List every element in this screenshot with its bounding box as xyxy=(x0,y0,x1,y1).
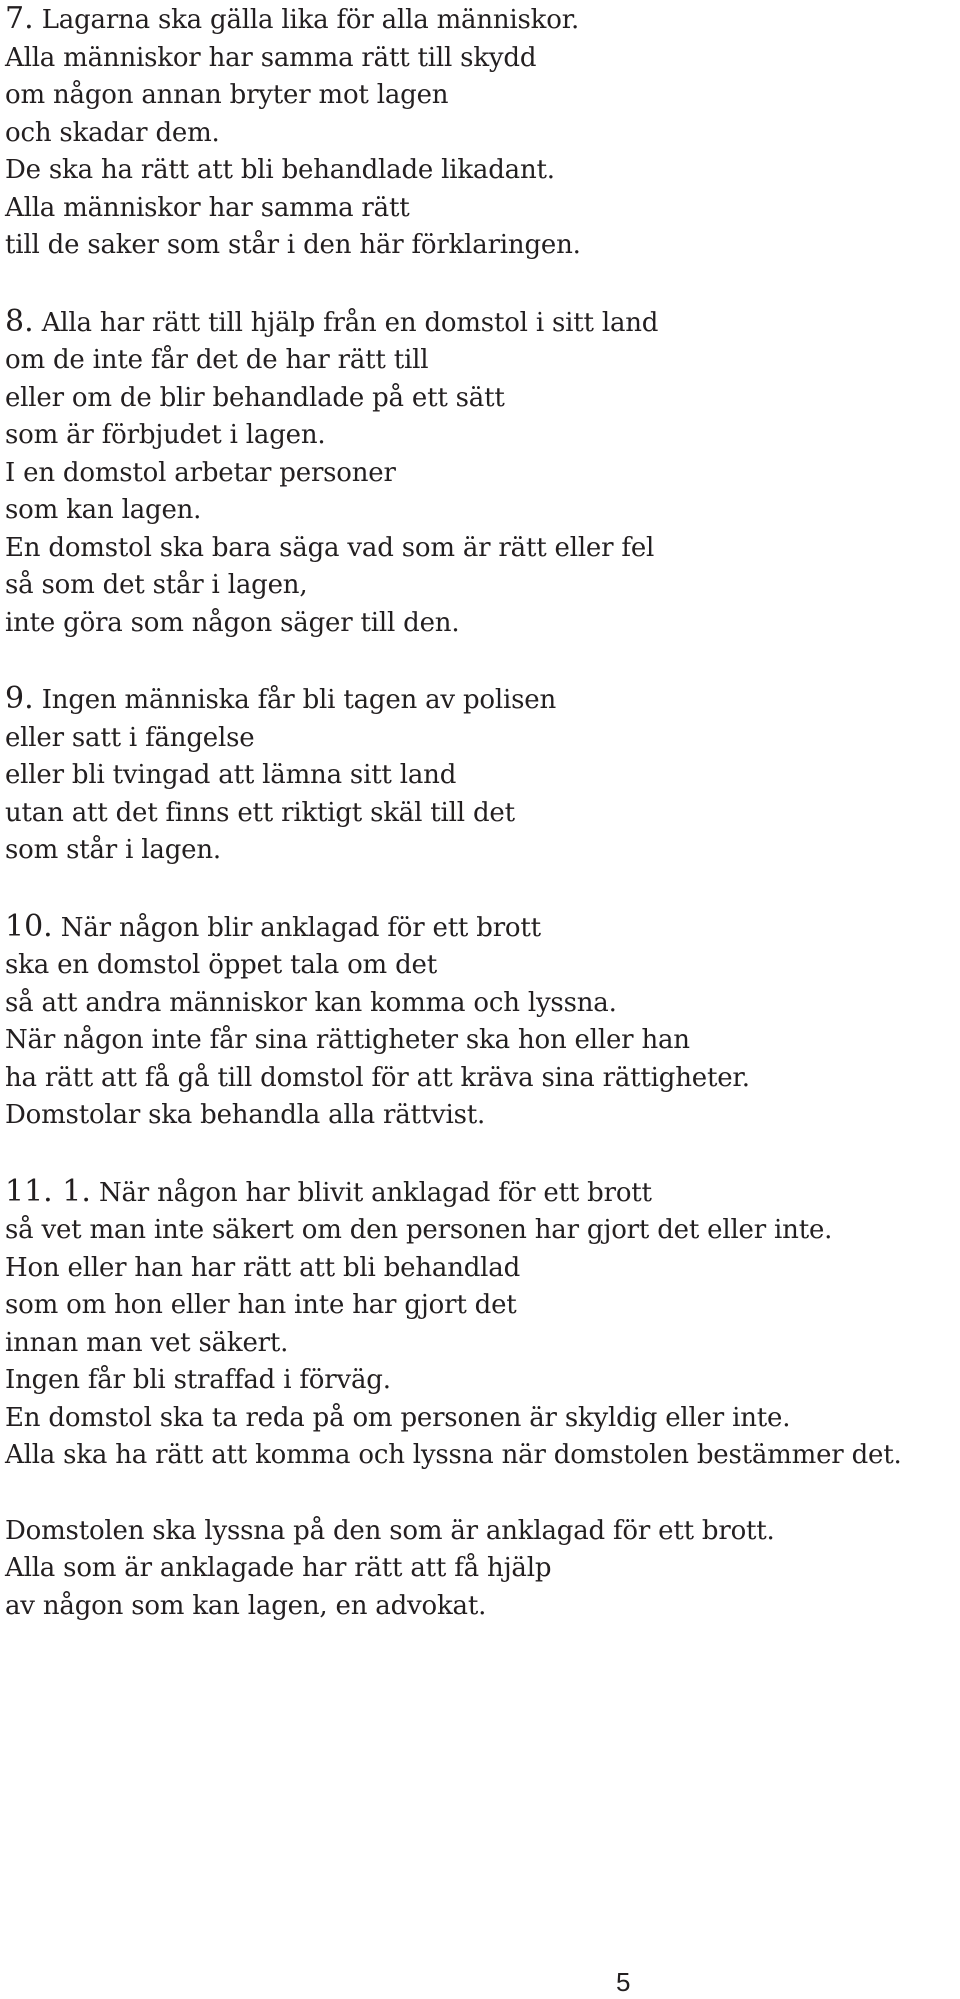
article-line: ha rätt att få gå till domstol för att kräva sina rättigheter. xyxy=(5,1062,750,1093)
document-body xyxy=(5,0,955,1663)
article-line: Alla människor har samma rätt till skydd xyxy=(5,42,537,73)
article-line: ska en domstol öppet tala om det xyxy=(5,950,437,980)
article-11-2 xyxy=(5,1513,955,1626)
article-line: 9. Ingen människa får bli tagen av polisen xyxy=(5,681,556,716)
article-line: och skadar dem. xyxy=(5,117,220,148)
article-line: inte göra som någon säger till den. xyxy=(5,607,460,638)
article-line: eller satt i fängelse xyxy=(5,722,255,753)
article-number: 11. 1. xyxy=(5,1173,91,1209)
article-line: innan man vet säkert. xyxy=(5,1327,289,1358)
article-line: som om hon eller han inte har gjort det xyxy=(5,1290,517,1320)
article-line: 11. 1. När någon har blivit anklagad för ett brott xyxy=(5,1173,652,1209)
article-line: Hon eller han har rätt att bli behandlad xyxy=(5,1252,521,1283)
article-line: av någon som kan lagen, en advokat. xyxy=(5,1590,487,1621)
article-line: Domstolar ska behandla alla rättvist. xyxy=(5,1100,486,1130)
article-line: Ingen får bli straffad i förväg. xyxy=(5,1365,391,1395)
article-line: Alla människor har samma rätt xyxy=(5,192,410,223)
article-line: Alla som är anklagade har rätt att få hjälp xyxy=(5,1553,552,1583)
article-number: 7. xyxy=(5,1,34,36)
article-line: 7. Lagarna ska gälla lika för alla människor. xyxy=(5,1,580,36)
article-line: eller bli tvingad att lämna sitt land xyxy=(5,760,457,790)
article-line: som är förbjudet i lagen. xyxy=(5,420,326,450)
article-line: När någon inte får sina rättigheter ska hon eller han xyxy=(5,1025,690,1055)
article-7 xyxy=(5,0,955,265)
article-line: om någon annan bryter mot lagen xyxy=(5,80,449,110)
article-line: Domstolen ska lyssna på den som är anklagad för ett brott. xyxy=(5,1515,775,1546)
article-9 xyxy=(5,680,955,870)
article-number: 9. xyxy=(5,681,34,716)
article-line: Alla ska ha rätt att komma och lyssna när domstolen bestämmer det. xyxy=(5,1440,902,1470)
article-line: En domstol ska ta reda på om personen är skyldig eller inte. xyxy=(5,1402,791,1433)
article-line: En domstol ska bara säga vad som är rätt eller fel xyxy=(5,532,655,563)
article-line: I en domstol arbetar personer xyxy=(5,457,396,488)
article-number: 10. xyxy=(5,908,53,944)
article-line: som kan lagen. xyxy=(5,495,202,525)
article-line: 8. Alla har rätt till hjälp från en domstol i sitt land xyxy=(5,303,659,339)
article-line: utan att det finns ett riktigt skäl till det xyxy=(5,797,515,828)
page-number: 5 xyxy=(616,1967,631,1997)
article-line: så vet man inte säkert om den personen har gjort det eller inte. xyxy=(5,1215,833,1245)
article-line: så att andra människor kan komma och lyssna. xyxy=(5,987,617,1018)
article-line: 10. När någon blir anklagad för ett brott xyxy=(5,908,541,944)
article-line: till de saker som står i den här förklaringen. xyxy=(5,230,581,260)
article-11-1 xyxy=(5,1173,955,1475)
article-line: om de inte får det de har rätt till xyxy=(5,345,429,375)
article-line: så som det står i lagen, xyxy=(5,570,308,600)
article-10 xyxy=(5,908,955,1135)
article-line: som står i lagen. xyxy=(5,835,221,865)
article-line: eller om de blir behandlade på ett sätt xyxy=(5,382,505,413)
article-8 xyxy=(5,303,955,643)
article-line: De ska ha rätt att bli behandlade likadant. xyxy=(5,155,555,185)
article-number: 8. xyxy=(5,303,34,339)
